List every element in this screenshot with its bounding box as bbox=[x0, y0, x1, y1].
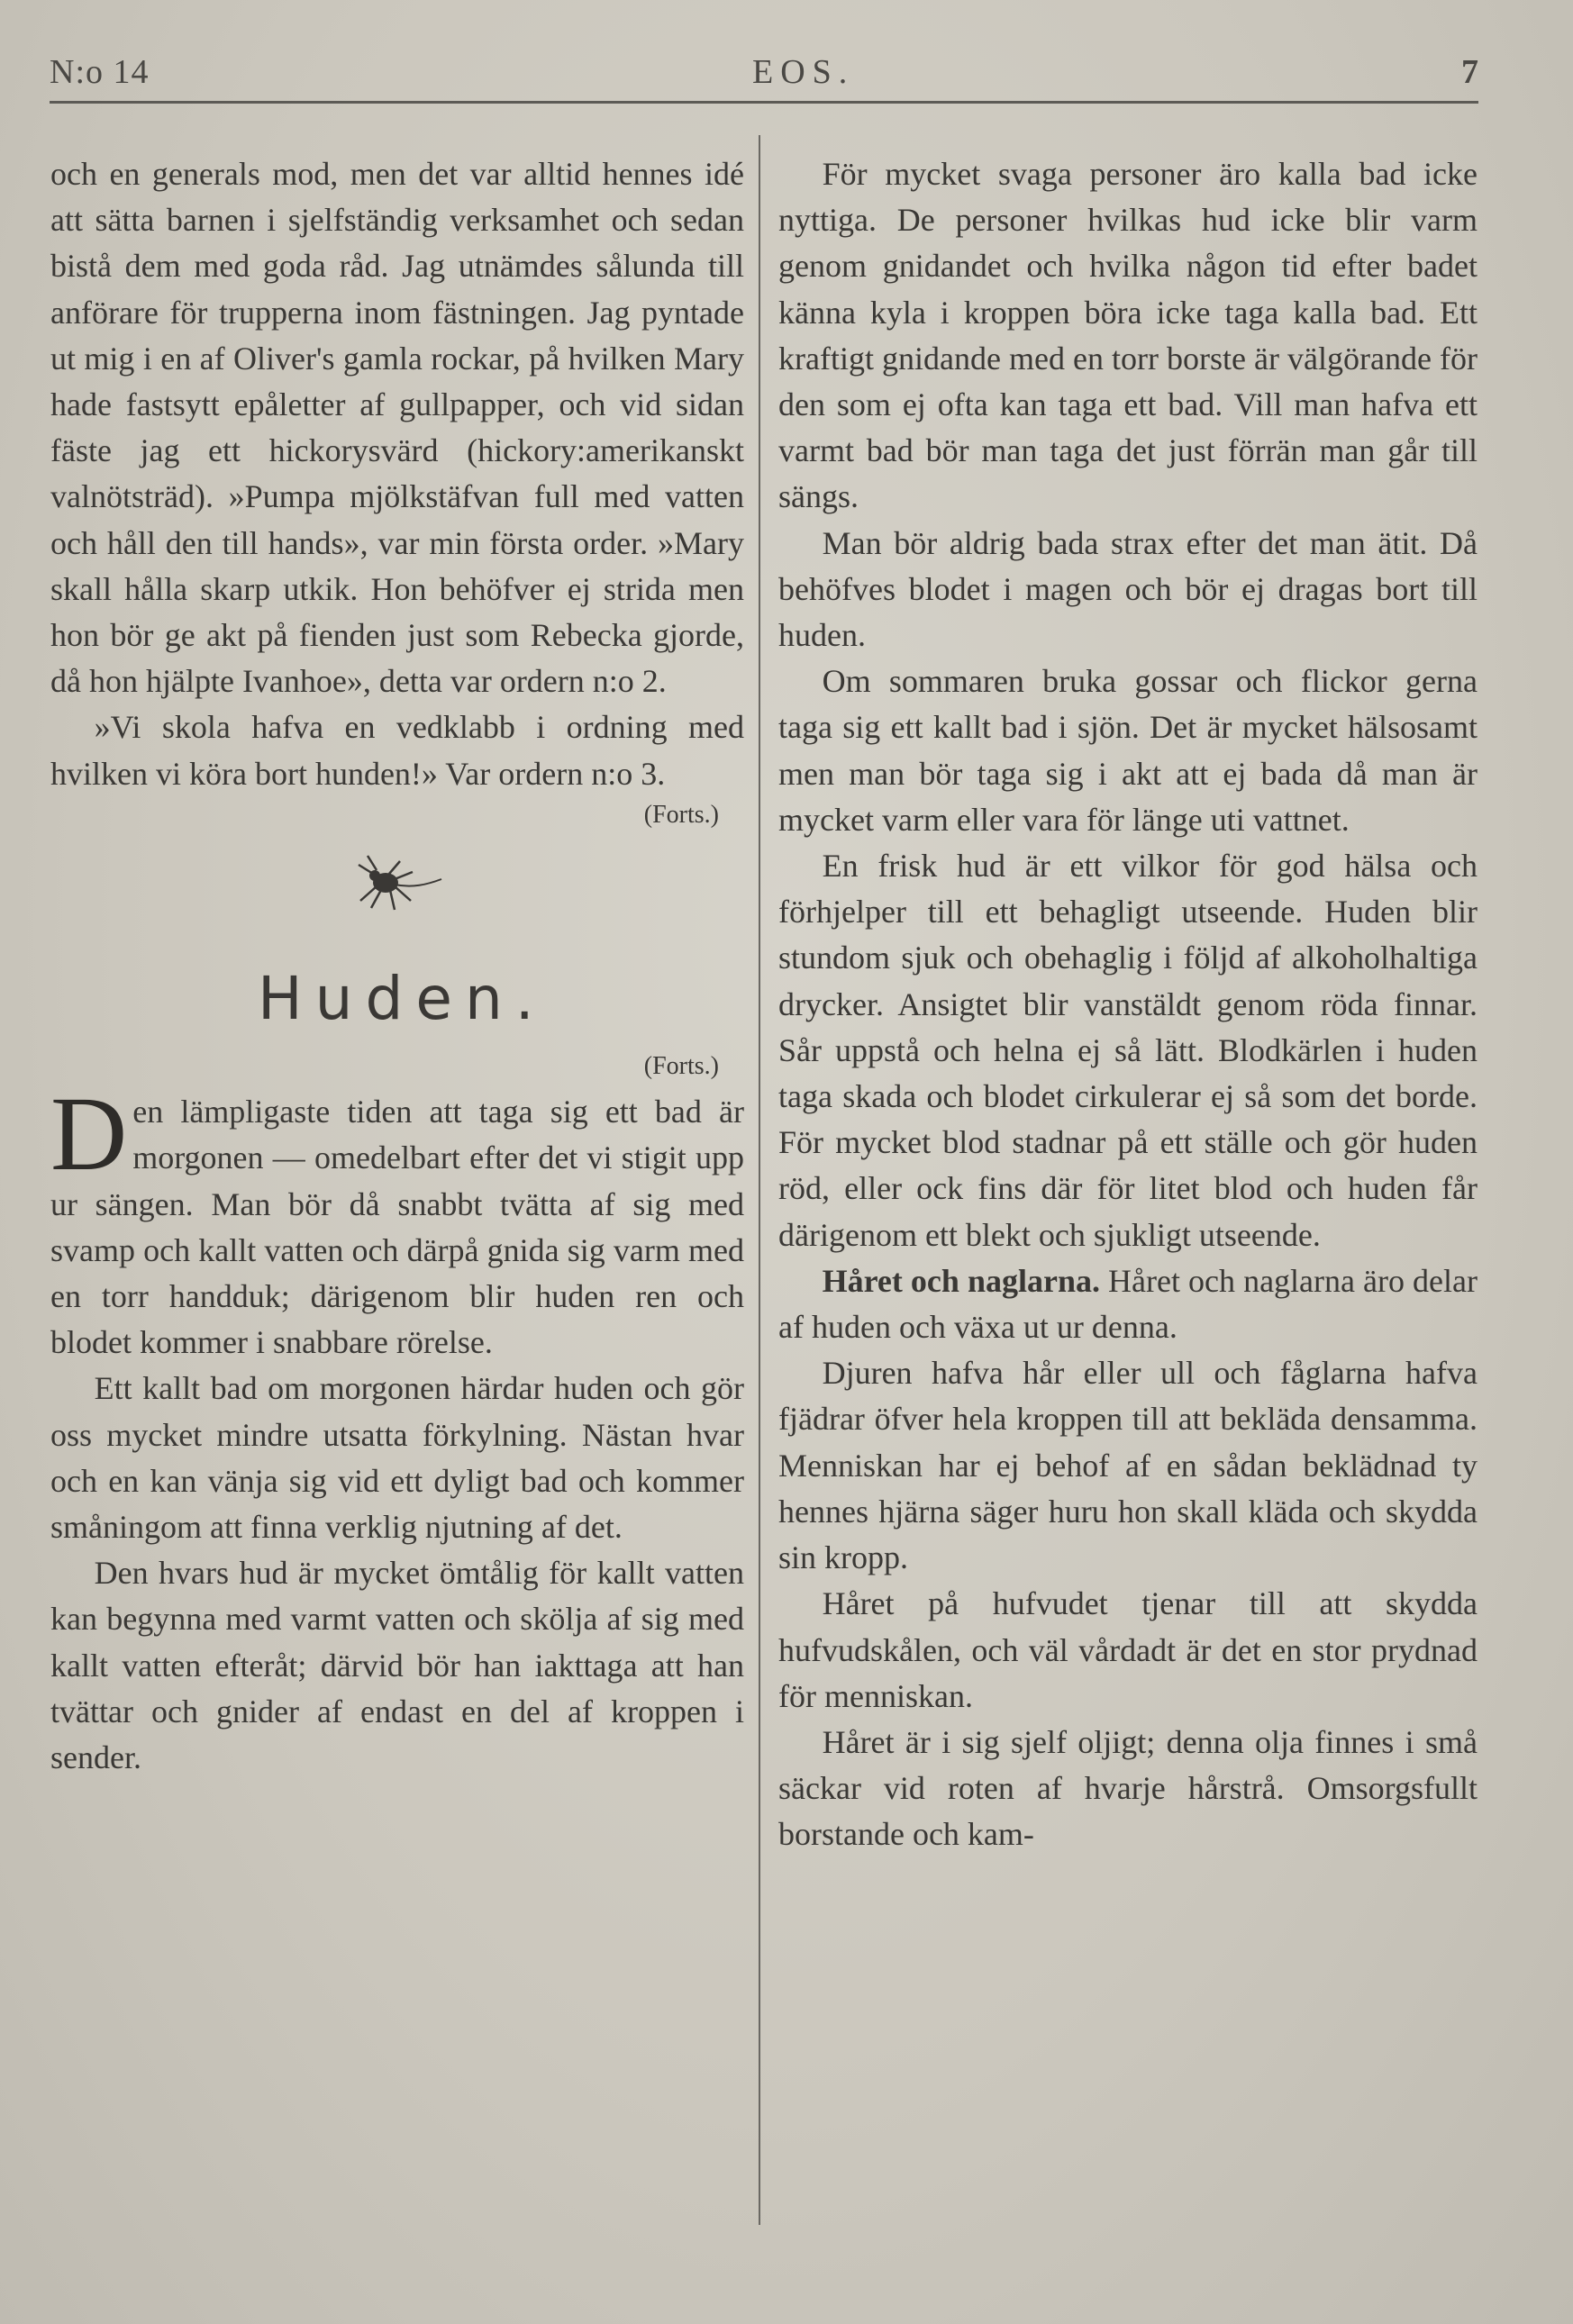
subheading-inline: Håret och naglarna. bbox=[822, 1262, 1101, 1299]
magazine-title: EOS. bbox=[752, 53, 855, 91]
column-divider bbox=[759, 135, 760, 2225]
section-paragraph: För mycket svaga personer äro kalla bad icke nyttiga. De personer hvilkas hud icke blir varm genom gnidandet och hvilka någon tid efter badet känna kyla i kroppen böra icke taga kalla bad. Ett kraftigt gnidande med en torr borste är välgörande för den som ej ofta kan taga ett bad. Vill man hafva ett varmt bad bör man taga det just förrän man går till sängs. bbox=[778, 156, 1478, 515]
issue-number: N:o 14 bbox=[50, 53, 150, 91]
continued-note: (Forts.) bbox=[643, 800, 719, 829]
paragraph-text: Håret och naglarna äro delar af huden och växa ut ur denna. bbox=[778, 1262, 1478, 1346]
continued-note: (Forts.) bbox=[643, 1052, 719, 1081]
header-rule bbox=[50, 101, 1478, 104]
section-paragraph bbox=[778, 1258, 1478, 1350]
section-heading: Huden. bbox=[258, 964, 547, 1034]
left-column bbox=[50, 151, 744, 1781]
section-paragraph: Ett kallt bad om morgonen härdar huden och gör oss mycket mindre utsatta förkylning. Nästan hvar och en kan vänja sig vid ett dyligt bad och kommer småningom att finna verklig njutning af det. bbox=[50, 1370, 744, 1546]
spider-ornament-icon bbox=[50, 849, 744, 939]
drop-cap: D bbox=[50, 1075, 128, 1194]
section-paragraph: Den hvars hud är mycket ömtålig för kallt vatten kan begynna med varmt vatten och skölja af sig med kallt vatten efteråt; därvid bör han iakttaga att han tvättar och gnider af endast en del af kroppen i sender. bbox=[50, 1555, 744, 1776]
page-number: 7 bbox=[1461, 53, 1478, 91]
paragraph-text: en lämpligaste tiden att taga sig ett bad är morgonen — omedelbart efter det vi stigit upp ur sängen. Man bör då snabbt tvätta af sig med svamp och kallt vatten och därpå gnida sig varm med en torr handduk; därigenom blir huden ren och blodet kommer i snabbare rörelse. bbox=[50, 1094, 744, 1361]
story-paragraph: och en generals mod, men det var alltid hennes idé att sätta barnen i sjelfständig verksamhet och sedan bistå dem med goda råd. Jag utnämdes sålunda till anförare för trupperna inom fästningen. Jag pyntade ut mig i en af Oliver's gamla rockar, på hvilken Mary hade fastsytt epåletter af gullpapper, och vid sidan fäste jag ett hickorysvärd (hickory:amerikanskt valnötsträd). »Pumpa mjölkstäfvan full med vatten och håll den till hands», var min första order. »Mary skall hålla skarp utkik. Hon behöfver ej strida men hon bör ge akt på fienden just som Rebecka gjorde, då hon hjälpte Ivanhoe», detta var ordern n:o 2. bbox=[50, 156, 744, 700]
section-paragraph: Håret på hufvudet tjenar till att skydda hufvudskålen, och väl vårdadt är det en stor prydnad för menniskan. bbox=[778, 1585, 1478, 1714]
section-paragraph: Man bör aldrig bada strax efter det man ätit. Då behöfves blodet i magen och bör ej dragas bort till huden. bbox=[778, 524, 1478, 654]
section-paragraph: Håret är i sig sjelf oljigt; denna olja finnes i små säckar vid roten af hvarje hårstrå. Omsorgsfullt borstande och kam- bbox=[778, 1723, 1478, 1853]
section-paragraph: En frisk hud är ett vilkor för god hälsa och förhjelper till ett behagligt utseende. Huden blir stundom sjuk och obehaglig i följd af alkoholhaltiga drycker. Ansigtet blir vanstäldt genom röda finnar. Sår uppstå och helna ej så lätt. Blodkärlen i huden taga skada och blodet cirkulerar ej så som det borde. För mycket blod stadnar på ett ställe och gör huden röd, eller ock fins där för litet blod och huden får därigenom ett blekt och sjukligt utseende. bbox=[778, 848, 1478, 1253]
section-paragraph bbox=[50, 1075, 744, 1366]
story-paragraph: »Vi skola hafva en vedklabb i ordning med hvilken vi köra bort hunden!» Var ordern n:o 3. bbox=[50, 709, 744, 792]
section-paragraph: Om sommaren bruka gossar och flickor gerna taga sig ett kallt bad i sjön. Det är mycket hälsosamt men man bör taga sig i akt att ej bada då man är mycket varm eller vara för länge uti vattnet. bbox=[778, 663, 1478, 838]
section-paragraph: Djuren hafva hår eller ull och fåglarna hafva fjädrar öfver hela kroppen till att bekläda densamma. Menniskan har ej behof af en sådan beklädnad ty hennes hjärna säger huru hon skall kläda och skydda sin kropp. bbox=[778, 1355, 1478, 1576]
page-header bbox=[50, 52, 1478, 106]
right-column bbox=[778, 151, 1478, 1858]
